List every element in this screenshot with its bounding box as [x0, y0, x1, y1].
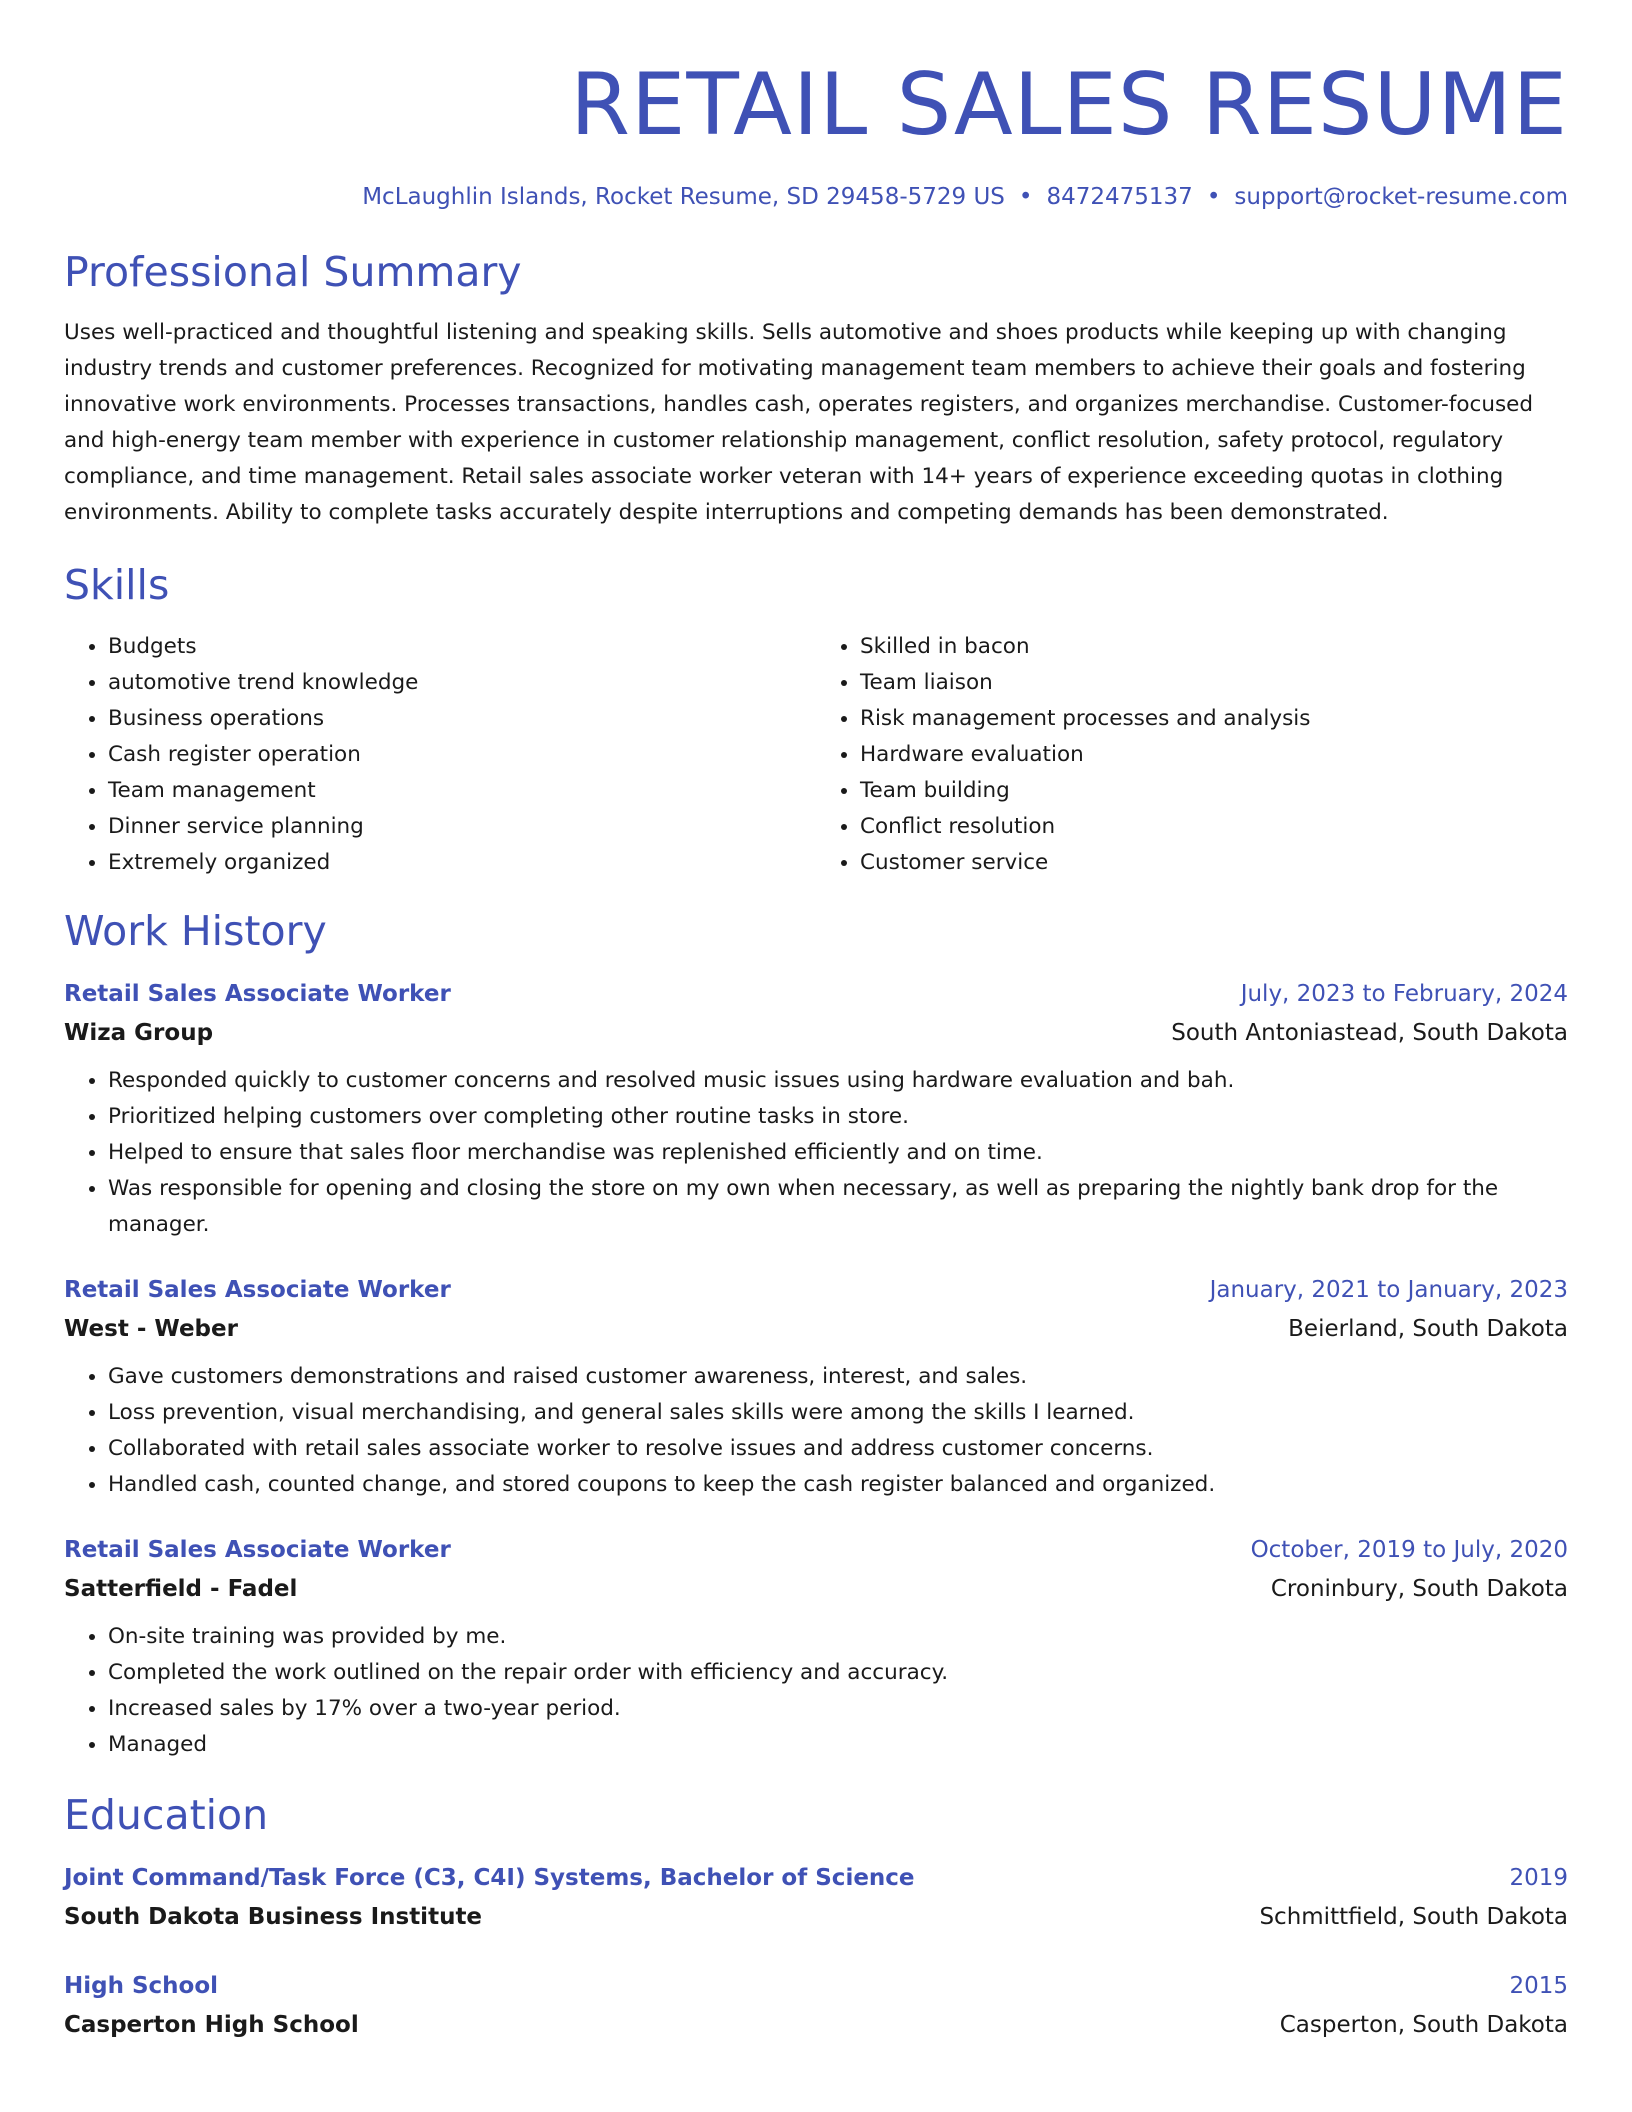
education-year: 2019 [1509, 1865, 1568, 1891]
job-bullet: • Responded quickly to customer concerns and resolved music issues using hardware evaluation and bah. [108, 1063, 1568, 1099]
summary-text: Uses well-practiced and thoughtful listening and speaking skills. Sells automotive and shoes products while keeping up with changing industry trends and customer preferences. Recognized for motivating management team members to achieve their goals and fostering innovative work environments. Processes transactions, handles cash, operates registers, and organizes merchandise. Customer-focused and high-energy team member with experience in customer relationship management, conflict resolution, safety protocol, regulatory compliance, and time management. Retail sales associate worker veteran with 14+ years of experience exceeding quotas in clothing environments. Ability to complete tasks accurately despite interruptions and competing demands has been demonstrated. [64, 320, 1534, 525]
job-entry [64, 975, 1568, 1243]
job-location: South Antoniastead, South Dakota [1171, 1020, 1568, 1046]
education-location: Schmittfield, South Dakota [1259, 1904, 1568, 1930]
job-company: Wiza Group [64, 1020, 214, 1046]
contact-address: McLaughlin Islands, Rocket Resume, SD 29458-5729 US [362, 184, 1005, 210]
job-title: Retail Sales Associate Worker [64, 981, 451, 1007]
job-entry [64, 1531, 1568, 1763]
job-bullets [64, 1063, 1568, 1243]
skill-item: • Skilled in bacon [860, 629, 1568, 665]
job-header [64, 975, 1568, 1013]
job-header [64, 1531, 1568, 1569]
contact-email[interactable]: support@rocket-resume.com [1234, 184, 1568, 210]
job-dates: January, 2021 to January, 2023 [1209, 1277, 1568, 1303]
job-location: Beierland, South Dakota [1288, 1316, 1568, 1342]
education-header [64, 1859, 1568, 1897]
contact-separator: • [1206, 184, 1221, 210]
skill-item: • Risk management processes and analysis [860, 701, 1568, 737]
job-subheader [64, 1013, 1568, 1053]
skills-heading: Skills [64, 561, 170, 609]
job-bullets [64, 1359, 1568, 1503]
job-dates: October, 2019 to July, 2020 [1250, 1537, 1568, 1563]
job-bullets [64, 1619, 1568, 1763]
job-title: Retail Sales Associate Worker [64, 1537, 451, 1563]
job-subheader [64, 1569, 1568, 1609]
skill-item: • Business operations [108, 701, 816, 737]
skill-item: • Team liaison [860, 665, 1568, 701]
job-bullet: • Completed the work outlined on the repair order with efficiency and accuracy. [108, 1655, 1568, 1691]
resume-title: RETAIL SALES RESUME [570, 55, 1568, 155]
contact-separator: • [1018, 184, 1033, 210]
skill-item: • Dinner service planning [108, 809, 816, 845]
skills-list [64, 629, 1568, 881]
education-year: 2015 [1509, 1973, 1568, 1999]
job-title: Retail Sales Associate Worker [64, 1277, 451, 1303]
skill-item: • Conflict resolution [860, 809, 1568, 845]
skill-item: • Team management [108, 773, 816, 809]
job-bullet: • Increased sales by 17% over a two-year period. [108, 1691, 1568, 1727]
job-bullet: • Gave customers demonstrations and raised customer awareness, interest, and sales. [108, 1359, 1568, 1395]
job-entry [64, 1271, 1568, 1503]
job-bullet: • On-site training was provided by me. [108, 1619, 1568, 1655]
job-bullet: • Helped to ensure that sales floor merchandise was replenished efficiently and on time. [108, 1135, 1568, 1171]
work-heading: Work History [64, 907, 327, 955]
job-bullet: • Prioritized helping customers over completing other routine tasks in store. [108, 1099, 1568, 1135]
education-subheader [64, 1897, 1568, 1937]
job-company: Satterfield - Fadel [64, 1576, 298, 1602]
job-bullet: • Loss prevention, visual merchandising, and general sales skills were among the skills I learned. [108, 1395, 1568, 1431]
job-company: West - Weber [64, 1316, 238, 1342]
skill-item: • Cash register operation [108, 737, 816, 773]
skills-column-right [816, 629, 1568, 881]
skills-column-left [64, 629, 816, 881]
job-dates: July, 2023 to February, 2024 [1240, 981, 1568, 1007]
education-school: South Dakota Business Institute [64, 1904, 483, 1930]
job-bullet: • Collaborated with retail sales associate worker to resolve issues and address customer concerns. [108, 1431, 1568, 1467]
education-school: Casperton High School [64, 2012, 359, 2038]
job-bullet: • Managed [108, 1727, 1568, 1763]
skill-item: • Extremely organized [108, 845, 816, 881]
contact-phone[interactable]: 8472475137 [1046, 184, 1193, 210]
education-entry [64, 1967, 1568, 2045]
job-location: Croninbury, South Dakota [1270, 1576, 1568, 1602]
education-degree: High School [64, 1973, 219, 1999]
skill-item: • automotive trend knowledge [108, 665, 816, 701]
skill-item: • Team building [860, 773, 1568, 809]
education-subheader [64, 2005, 1568, 2045]
skill-item: • Budgets [108, 629, 816, 665]
job-subheader [64, 1309, 1568, 1349]
education-degree: Joint Command/Task Force (C3, C4I) Systems, Bachelor of Science [64, 1865, 915, 1891]
contact-line [64, 182, 1568, 212]
job-bullet: • Handled cash, counted change, and stored coupons to keep the cash register balanced and organized. [108, 1467, 1568, 1503]
skill-item: • Hardware evaluation [860, 737, 1568, 773]
education-header [64, 1967, 1568, 2005]
job-bullet: • Was responsible for opening and closing the store on my own when necessary, as well as preparing the nightly bank drop for the manager. [108, 1171, 1568, 1243]
education-heading: Education [64, 1791, 269, 1839]
education-entry [64, 1859, 1568, 1937]
education-location: Casperton, South Dakota [1279, 2012, 1568, 2038]
summary-heading: Professional Summary [64, 248, 522, 296]
skill-item: • Customer service [860, 845, 1568, 881]
job-header [64, 1271, 1568, 1309]
